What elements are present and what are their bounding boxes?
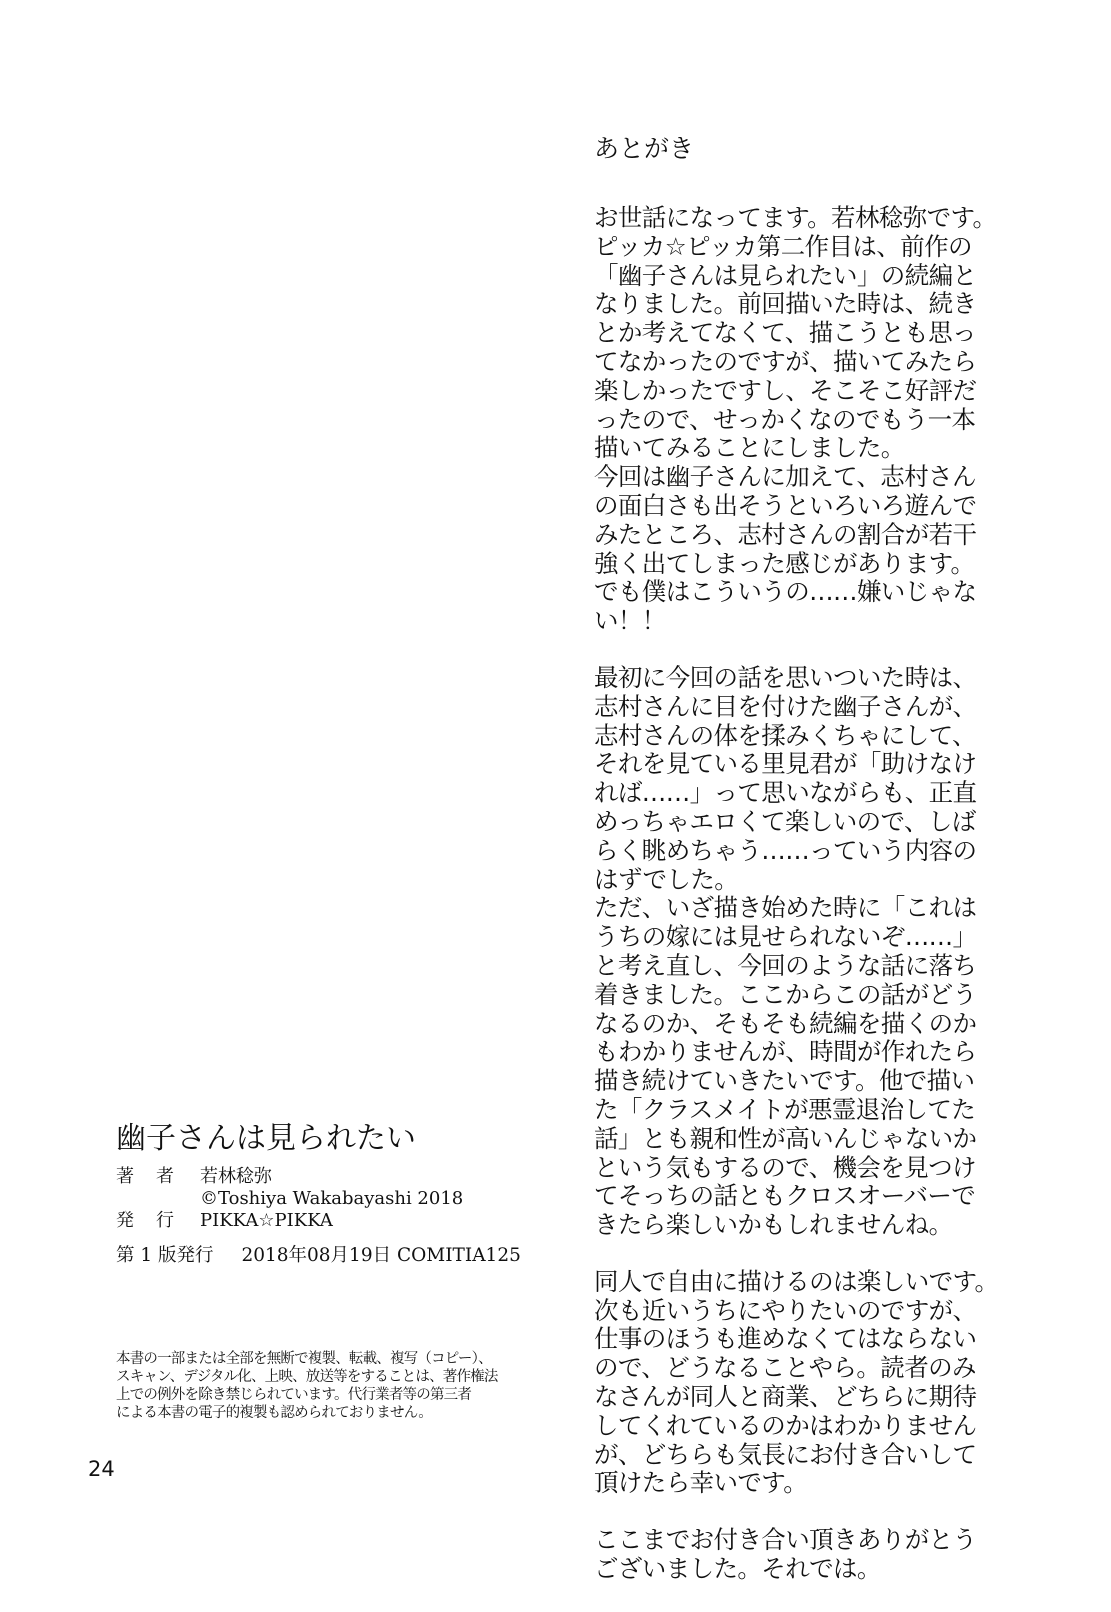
afterword-paragraph [594, 204, 1014, 636]
afterword-line: うちの嫁には見せられないぞ……」 [594, 922, 977, 952]
colophon [116, 1120, 566, 1268]
author-name: 若林稔弥 [200, 1166, 272, 1187]
afterword-line: 強く出てしまった感じがあります。 [594, 548, 975, 578]
afterword-line: ここまでお付き合い頂きありがとう [594, 1525, 977, 1555]
afterword-line: お世話になってます。若林稔弥です。 [594, 203, 997, 232]
afterword-line: でも僕はこういうの……嫌いじゃな [594, 577, 977, 607]
afterword-line: なさんが同人と商業、どちらに期待 [594, 1382, 977, 1412]
legal-notice-line: による本書の電子的複製も認められておりません。 [116, 1405, 432, 1421]
afterword-line: の面白さも出そうといろいろ遊んで [594, 490, 977, 520]
afterword-paragraph [594, 1526, 1014, 1584]
afterword-line: 楽しかったですし、そこそこ好評だ [594, 375, 977, 405]
book-title: 幽子さんは見られたい [116, 1121, 416, 1156]
copyright-notice: ©Toshiya Wakabayashi 2018 [200, 1188, 464, 1209]
afterword-paragraph [594, 664, 1014, 1240]
afterword-line: てなかったのですが、描いてみたら [594, 346, 977, 376]
afterword-line: ので、どうなることやら。読者のみ [594, 1353, 976, 1383]
afterword-line: 「幽子さんは見られたい」の続編と [594, 260, 977, 290]
afterword-line: れば……」って思いながらも、正直 [594, 778, 977, 808]
afterword-line: はずでした。 [594, 864, 739, 894]
afterword-line: 同人で自由に描けるのは楽しいです。 [594, 1266, 999, 1296]
afterword-line: と考え直し、今回のような話に落ち [594, 950, 977, 980]
afterword-line: してくれているのかはわかりません [594, 1410, 977, 1440]
afterword-title: あとがき [594, 134, 695, 163]
afterword-line: なるのか、そもそも続編を描くのか [594, 1008, 977, 1038]
publisher-name: PIKKA☆PIKKA [200, 1210, 333, 1231]
afterword-line: きたら楽しいかもしれませんね。 [594, 1210, 953, 1240]
edition-date: 2018年08月19日 COMITIA125 [241, 1245, 521, 1266]
afterword-line: てそっちの話ともクロスオーバーで [594, 1181, 976, 1211]
edition-row [116, 1244, 566, 1268]
afterword-line: みたところ、志村さんの割合が若干 [594, 519, 977, 549]
author-row [116, 1166, 566, 1188]
publisher-label: 発 行 [116, 1210, 176, 1231]
afterword-line: とか考えてなくて、描こうとも思っ [594, 318, 976, 348]
afterword-line: という気もするので、機会を見つけ [594, 1152, 976, 1182]
legal-notice-line: 上での例外を除き禁じられています。代行業者等の第三者 [116, 1387, 472, 1403]
afterword-line: 志村さんに目を付けた幽子さんが、 [594, 691, 977, 721]
afterword-line: 描いてみることにしました。 [594, 433, 905, 463]
afterword-line: それを見ている里見君が「助けなけ [594, 749, 977, 779]
legal-notice-line: 本書の一部または全部を無断で複製、転載、複写（コピー）、 [116, 1351, 492, 1367]
afterword-paragraph [594, 1268, 1014, 1498]
author-label: 著 者 [116, 1166, 176, 1187]
afterword-line: らく眺めちゃう……っていう内容の [594, 835, 977, 865]
edition-label: 第 1 版発行 [116, 1245, 214, 1266]
afterword-line: が、どちらも気長にお付き合いして [594, 1439, 977, 1469]
afterword-line: ピッカ☆ピッカ第二作目は、前作の [594, 231, 972, 261]
afterword-line: 頂けたら幸いです。 [594, 1468, 808, 1498]
afterword-line: 志村さんの体を揉みくちゃにして、 [594, 720, 976, 750]
page-number: 24 [88, 1457, 115, 1481]
afterword-line: もわかりませんが、時間が作れたら [594, 1037, 977, 1067]
afterword-line: ったので、せっかくなのでもう一本 [594, 404, 976, 434]
afterword-line: ただ、いざ描き始めた時に「これは [594, 893, 977, 923]
afterword-line: た「クラスメイトが悪霊退治してた [594, 1094, 976, 1124]
legal-notice [116, 1350, 566, 1422]
afterword-line: 着きました。ここからこの話がどう [594, 979, 977, 1009]
afterword-line: 話」とも親和性が高いんじゃないか [594, 1123, 977, 1153]
afterword-line: 今回は幽子さんに加えて、志村さん [594, 462, 976, 492]
legal-notice-line: スキャン、デジタル化、上映、放送等をすることは、著作権法 [116, 1369, 498, 1385]
afterword-line: 仕事のほうも進めなくてはならない [594, 1324, 977, 1354]
afterword-line: 次も近いうちにやりたいのですが、 [594, 1295, 977, 1325]
afterword-line: 描き続けていきたいです。他で描い [594, 1066, 975, 1096]
afterword-line: 最初に今回の話を思いついた時は、 [594, 662, 977, 692]
afterword-body [594, 204, 1014, 1584]
afterword-line: めっちゃエロくて楽しいので、しば [594, 806, 976, 836]
afterword-line: なりました。前回描いた時は、続き [594, 289, 977, 319]
afterword-line: い！！ [594, 606, 666, 636]
afterword-section [594, 134, 1014, 1612]
afterword-line: ございました。それでは。 [594, 1554, 881, 1584]
publisher-row [116, 1210, 566, 1232]
